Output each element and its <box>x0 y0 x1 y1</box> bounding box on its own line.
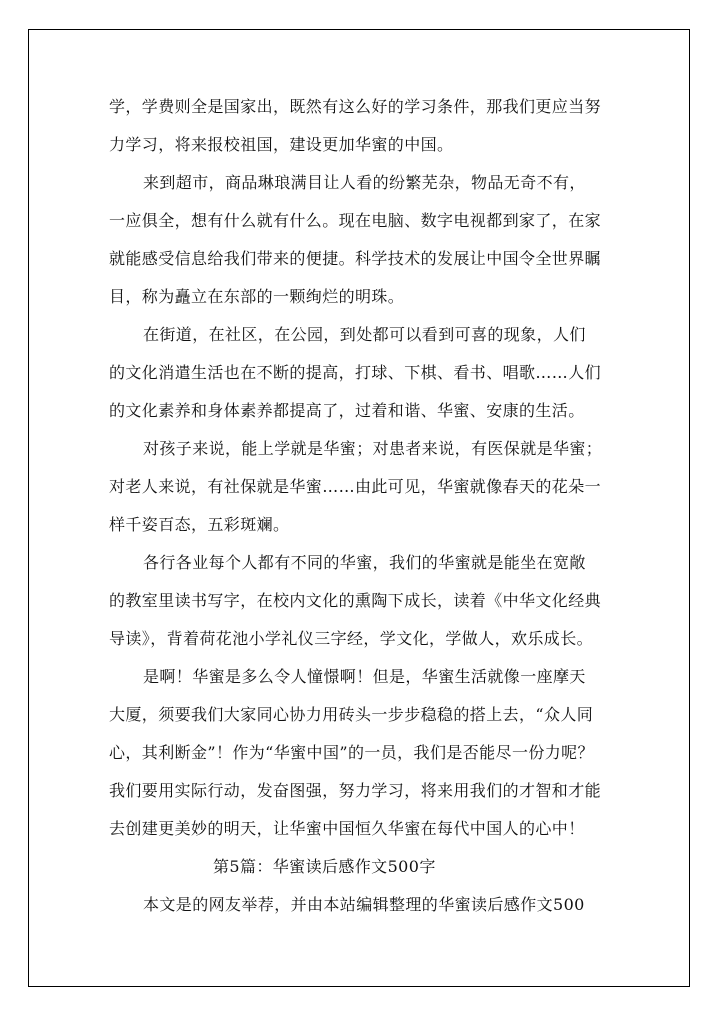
text-line: 导读》，背着荷花池小学礼仪三字经，学文化，学做人，欢乐成长。 <box>109 629 594 648</box>
section-heading: 第5篇：华蜜读后感作文500字 <box>213 857 436 876</box>
paragraph-start-line: 在街道，在社区，在公园，到处都可以看到可喜的现象，人们 <box>143 325 586 344</box>
text-line: 的文化消遣生活也在不断的提高，打球、下棋、看书、唱歌……人们 <box>109 363 602 382</box>
paragraph-start-line: 来到超市，商品琳琅满目让人看的纷繁芜杂，物品无奇不有， <box>143 173 586 192</box>
text-line: 学，学费则全是国家出，既然有这么好的学习条件，那我们更应当努 <box>109 97 602 116</box>
text-line: 目，称为矗立在东部的一颗绚烂的明珠。 <box>109 287 405 306</box>
text-line: 的教室里读书写字，在校内文化的熏陶下成长，读着《中华文化经典 <box>109 591 602 610</box>
paragraph-start-line: 各行各业每个人都有不同的华蜜，我们的华蜜就是能坐在宽敞 <box>143 553 586 572</box>
text-line: 力学习，将来报校祖国，建设更加华蜜的中国。 <box>109 135 454 154</box>
text-line: 大厦，须要我们大家同心协力用砖头一步步稳稳的搭上去，“众人同 <box>109 705 594 724</box>
text-line: 的文化素养和身体素养都提高了，过着和谐、华蜜、安康的生活。 <box>109 401 585 420</box>
essay-body <box>109 92 611 928</box>
text-line: 心，其利断金”！作为“华蜜中国”的一员，我们是否能尽一份力呢？ <box>109 743 594 762</box>
text-line: 就能感受信息给我们带来的便捷。科学技术的发展让中国令全世界瞩 <box>109 249 602 268</box>
text-line: 去创建更美妙的明天，让华蜜中国恒久华蜜在每代中国人的心中！ <box>109 819 585 838</box>
text-line: 对老人来说，有社保就是华蜜……由此可见，华蜜就像春天的花朵一 <box>109 477 602 496</box>
paragraph-start-line: 对孩子来说，能上学就是华蜜；对患者来说，有医保就是华蜜； <box>143 439 603 458</box>
paragraph-start-line: 本文是的网友举荐，并由本站编辑整理的华蜜读后感作文500 <box>143 895 585 914</box>
text-line: 我们要用实际行动，发奋图强，努力学习，将来用我们的才智和才能 <box>109 781 602 800</box>
text-line: 一应俱全，想有什么就有什么。现在电脑、数字电视都到家了，在家 <box>109 211 602 230</box>
text-line: 样千姿百态，五彩斑斓。 <box>109 515 290 534</box>
paragraph-start-line: 是啊！华蜜是多么令人憧憬啊！但是，华蜜生活就像一座摩天 <box>143 667 586 686</box>
